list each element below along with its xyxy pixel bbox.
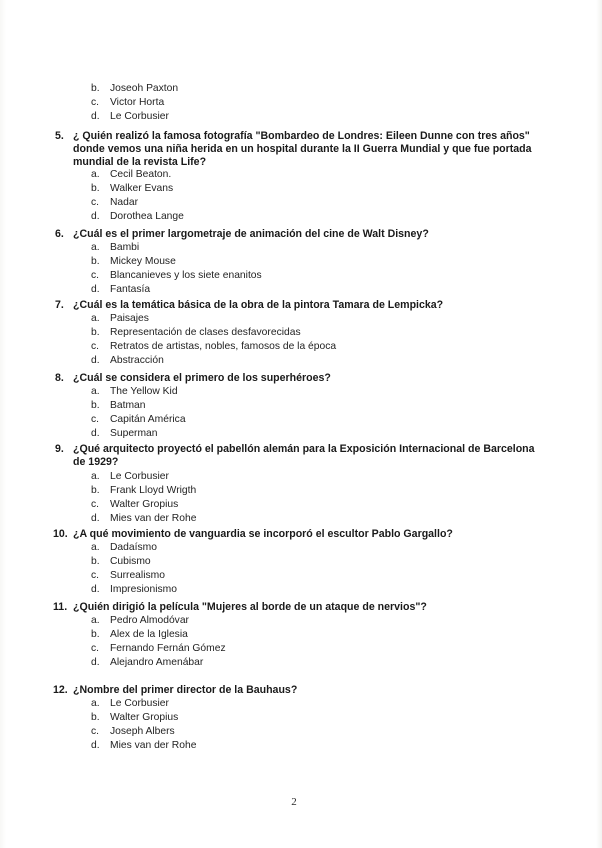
option-letter: d.	[91, 740, 100, 751]
option-text: Walter Gropius	[110, 712, 179, 723]
option-letter: c.	[91, 270, 100, 281]
option-item	[91, 541, 157, 554]
option-letter: c.	[91, 197, 100, 208]
question-number: 7.	[55, 299, 64, 311]
option-text: Mies van der Rohe	[110, 513, 197, 524]
option-text: Walker Evans	[110, 183, 174, 194]
option-text: Bambi	[110, 242, 140, 253]
option-item	[91, 385, 178, 398]
option-item	[91, 312, 149, 325]
option-item	[91, 283, 150, 296]
option-item	[91, 484, 196, 497]
option-item	[91, 399, 146, 412]
option-letter: b.	[91, 83, 100, 94]
option-letter: a.	[91, 615, 100, 626]
question-text: ¿Nombre del primer director de la Bauhaus?	[73, 684, 298, 696]
option-text: Surrealismo	[110, 570, 165, 581]
question-10	[55, 528, 535, 541]
option-text: Frank Lloyd Wrigth	[110, 485, 197, 496]
question-text: ¿ Quién realizó la famosa fotografía "Bombardeo de Londres: Eileen Dunne con tres años" donde vemos una niña herida en un hospital durante la II Guerra Mundial y que fue portada mundial de la revista Life?	[73, 130, 532, 168]
question-text: ¿A qué movimiento de vanguardia se incorporó el escultor Pablo Gargallo?	[73, 528, 453, 540]
option-item	[91, 697, 169, 710]
question-number: 8.	[55, 372, 64, 384]
option-letter: b.	[91, 327, 100, 338]
option-letter: d.	[91, 111, 100, 122]
option-letter: b.	[91, 400, 100, 411]
option-letter: b.	[91, 556, 100, 567]
question-number: 11.	[53, 601, 68, 613]
option-text: Representación de clases desfavorecidas	[110, 327, 301, 338]
option-text: Walter Gropius	[110, 499, 179, 510]
question-11	[55, 601, 535, 614]
question-text: ¿Cuál es la temática básica de la obra de la pintora Tamara de Lempicka?	[73, 299, 444, 311]
option-text: Retratos de artistas, nobles, famosos de la época	[110, 341, 337, 352]
option-letter: b.	[91, 629, 100, 640]
option-letter: c.	[91, 643, 100, 654]
option-item	[91, 739, 196, 752]
option-item	[91, 413, 186, 426]
question-number: 12.	[53, 684, 68, 696]
option-letter: a.	[91, 313, 100, 324]
option-letter: d.	[91, 428, 100, 439]
option-letter: b.	[91, 485, 100, 496]
question-number: 10.	[53, 528, 68, 540]
option-letter: b.	[91, 712, 100, 723]
option-text: Paisajes	[110, 313, 149, 324]
option-letter: d.	[91, 584, 100, 595]
option-letter: d.	[91, 284, 100, 295]
option-text: The Yellow Kid	[110, 386, 178, 397]
option-letter: a.	[91, 242, 100, 253]
option-text: Fernando Fernán Gómez	[110, 643, 226, 654]
option-item	[91, 241, 139, 254]
question-8	[55, 372, 535, 385]
option-text: Mies van der Rohe	[110, 740, 197, 751]
option-text: Abstracción	[110, 355, 164, 366]
option-letter: d.	[91, 657, 100, 668]
question-5	[55, 130, 535, 169]
option-item	[91, 498, 178, 511]
option-letter: a.	[91, 169, 100, 180]
option-letter: d.	[91, 211, 100, 222]
option-letter: c.	[91, 341, 100, 352]
option-text: Victor Horta	[110, 97, 165, 108]
question-number: 6.	[55, 228, 64, 240]
option-item	[91, 168, 171, 181]
option-text: Capitán América	[110, 414, 186, 425]
option-letter: c.	[91, 97, 100, 108]
question-9	[55, 443, 535, 469]
option-letter: c.	[91, 726, 100, 737]
option-text: Joseoh Paxton	[110, 83, 179, 94]
option-text: Joseph Albers	[110, 726, 175, 737]
option-item	[91, 512, 196, 525]
option-item	[91, 628, 188, 641]
option-text: Nadar	[110, 197, 139, 208]
option-item	[91, 470, 169, 483]
option-item	[91, 269, 262, 282]
option-text: Alejandro Amenábar	[110, 657, 204, 668]
option-item	[91, 255, 176, 268]
page-number: 2	[291, 796, 297, 808]
option-item	[91, 96, 164, 109]
option-item	[91, 182, 173, 195]
option-text: Alex de la Iglesia	[110, 629, 188, 640]
option-letter: c.	[91, 414, 100, 425]
option-text: Dadaísmo	[110, 542, 157, 553]
question-text: ¿Quién dirigió la película "Mujeres al borde de un ataque de nervios"?	[73, 601, 427, 613]
option-item	[91, 656, 203, 669]
option-text: Cecil Beaton.	[110, 169, 172, 180]
option-item	[91, 196, 138, 209]
option-item	[91, 110, 169, 123]
option-letter: c.	[91, 570, 100, 581]
option-item	[91, 427, 158, 440]
option-text: Pedro Almodóvar	[110, 615, 189, 626]
option-text: Batman	[110, 400, 146, 411]
option-text: Impresionismo	[110, 584, 177, 595]
option-item	[91, 82, 178, 95]
question-text: ¿Qué arquitecto proyectó el pabellón alemán para la Exposición Internacional de Barcelona de 1929?	[73, 443, 535, 468]
option-text: Superman	[110, 428, 158, 439]
option-text: Blancanieves y los siete enanitos	[110, 270, 262, 281]
option-item	[91, 583, 177, 596]
option-item	[91, 326, 301, 339]
option-item	[91, 210, 184, 223]
option-letter: a.	[91, 386, 100, 397]
option-letter: c.	[91, 499, 100, 510]
question-7	[55, 299, 535, 312]
option-text: Le Corbusier	[110, 471, 169, 482]
question-text: ¿Cuál se considera el primero de los superhéroes?	[73, 372, 331, 384]
option-letter: a.	[91, 471, 100, 482]
question-12	[55, 684, 535, 697]
option-text: Mickey Mouse	[110, 256, 176, 267]
option-letter: b.	[91, 256, 100, 267]
option-letter: b.	[91, 183, 100, 194]
option-item	[91, 725, 175, 738]
option-letter: a.	[91, 698, 100, 709]
option-letter: d.	[91, 355, 100, 366]
option-text: Cubismo	[110, 556, 151, 567]
option-item	[91, 555, 151, 568]
option-item	[91, 614, 189, 627]
option-item	[91, 340, 336, 353]
option-text: Dorothea Lange	[110, 211, 184, 222]
question-text: ¿Cuál es el primer largometraje de animación del cine de Walt Disney?	[73, 228, 429, 240]
option-item	[91, 642, 226, 655]
option-text: Le Corbusier	[110, 698, 169, 709]
option-letter: d.	[91, 513, 100, 524]
option-item	[91, 711, 178, 724]
option-text: Le Corbusier	[110, 111, 169, 122]
option-text: Fantasía	[110, 284, 151, 295]
option-item	[91, 569, 165, 582]
option-letter: a.	[91, 542, 100, 553]
question-6	[55, 228, 535, 241]
question-number: 5.	[55, 130, 64, 142]
option-item	[91, 354, 164, 367]
question-number: 9.	[55, 443, 64, 455]
